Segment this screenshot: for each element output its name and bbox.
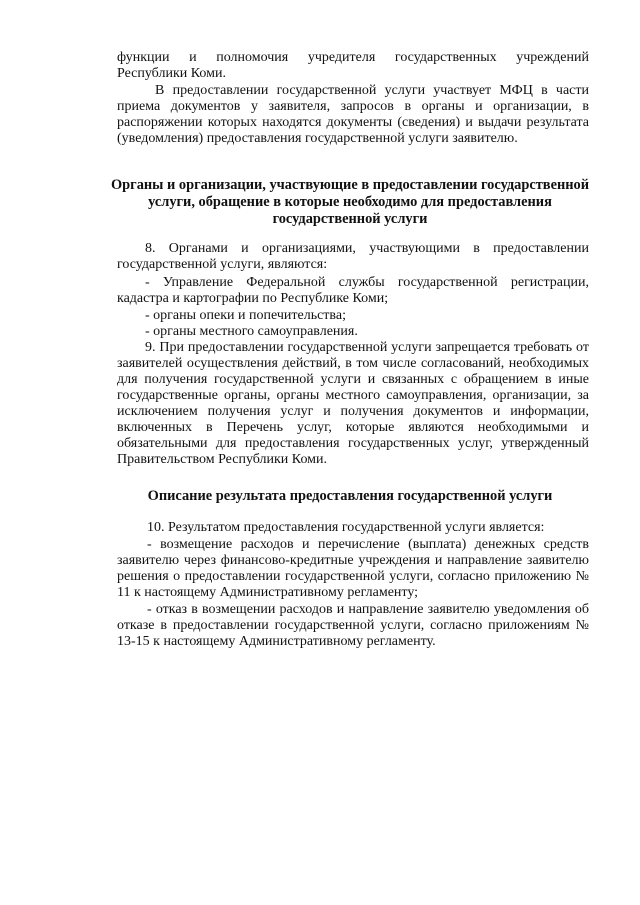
item-8: 8. Органами и организациями, участвующими в предоставлении государственной услуги, являются: xyxy=(117,241,589,272)
item-9: 9. При предоставлении государственной услуги запрещается требовать от заявителей осуществления действий, в том числе согласований, необходимых для получения государственной услуги и связанных с обращением в иные государственные органы, органы местного самоуправления, организации, за исключением получения услуг и получения документов и информации, включенных в Перечень услуг, которые являются необходимыми и обязательными для предоставления государственных услуг, утвержденный Правительством Республики Коми. xyxy=(117,340,589,467)
section-heading-result: Описание результата предоставления государственной услуги xyxy=(147,488,553,504)
item-10-list-a: - возмещение расходов и перечисление (выплата) денежных средств заявителю через финансово-кредитные учреждения и направление заявителю решения о предоставлении государственной услуги, согласно приложению № 11 к настоящему Административному регламенту; xyxy=(117,537,589,600)
item-8-list-a: - Управление Федеральной службы государственной регистрации, кадастра и картографии по Республике Коми; xyxy=(117,275,589,306)
item-8-list-c: - органы местного самоуправления. xyxy=(145,324,358,339)
item-10: 10. Результатом предоставления государственной услуги является: xyxy=(147,520,545,535)
mfc-paragraph: В предоставлении государственной услуги участвует МФЦ в части приема документов у заявителя, запросов в органы и организации, в распоряжении которых находятся документы (сведения) и выдачи результата (уведомления) предоставления государственной услуги заявителю. xyxy=(117,83,589,146)
item-8-list-b: - органы опеки и попечительства; xyxy=(145,308,346,323)
intro-line-1: функции и полномочия учредителя государственных учреждений xyxy=(117,50,589,65)
item-10-list-b: - отказ в возмещении расходов и направление заявителю уведомления об отказе в предоставлении государственной услуги, согласно приложениям № 13-15 к настоящему Административному регламенту. xyxy=(117,602,589,649)
section-heading-orgs: Органы и организации, участвующие в предоставлении государственной услуги, обращение в которые необходимо для предоставления государственной услуги xyxy=(110,177,590,227)
intro-line-2: Республики Коми. xyxy=(117,66,226,81)
